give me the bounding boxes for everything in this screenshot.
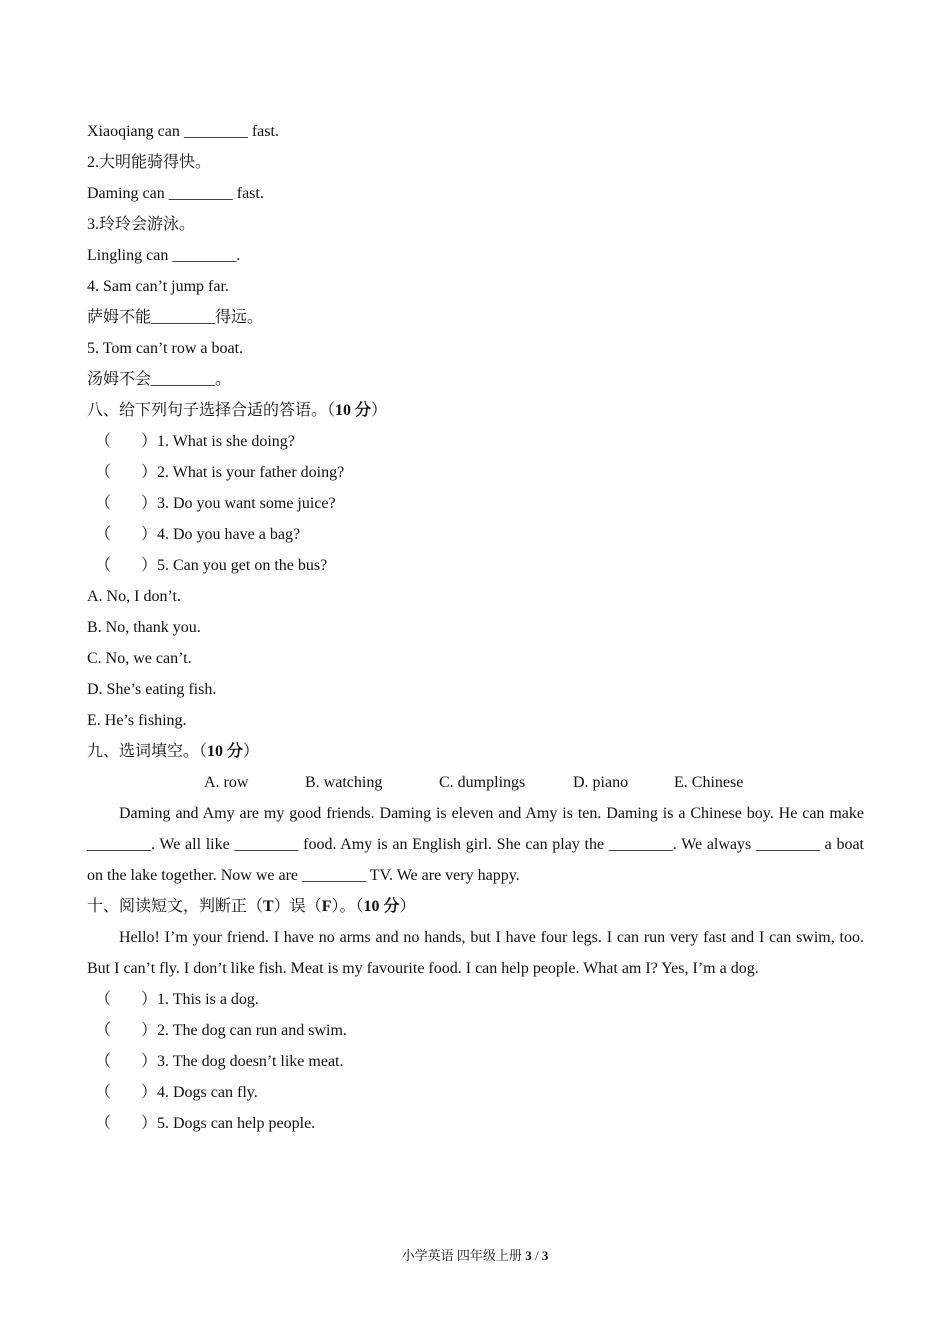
document-page [87,116,864,1139]
answer-blank[interactable]: （ [95,1053,112,1070]
section8-question: （ ）5. Can you get on the bus? [87,550,864,581]
answer-blank[interactable]: （ [95,495,112,512]
word-choice: B. watching [305,774,383,791]
section10-question: （ ）5. Dogs can help people. [87,1108,864,1139]
section9-heading: 九、选词填空。（10 分） [87,743,260,760]
section10-question: （ ）1. This is a dog. [87,984,864,1015]
section10-question: （ ）2. The dog can run and swim. [87,1015,864,1046]
page-footer: 小学英语 四年级上册 3 / 3 [401,1248,549,1263]
page-number: 3 [525,1248,532,1263]
section10-question: （ ）3. The dog doesn’t like meat. [87,1046,864,1077]
answer-blank[interactable]: （ [95,991,112,1008]
section7-line-9: 汤姆不会________。 [87,371,232,388]
section8-answer: C. No, we can’t. [87,650,192,667]
section7-line-3: Daming can ________ fast. [87,185,264,202]
word-choice: E. Chinese [674,774,744,791]
answer-blank[interactable]: （ [95,557,112,574]
section8-answer: B. No, thank you. [87,619,201,636]
section8-answer: D. She’s eating fish. [87,681,217,698]
section8-question: （ ）2. What is your father doing? [87,457,864,488]
answer-blank[interactable]: （ [95,1022,112,1039]
answer-blank[interactable]: （ [95,464,112,481]
answer-blank[interactable]: （ [95,433,112,450]
section7-line-8: 5. Tom can’t row a boat. [87,340,244,357]
word-choice: A. row [204,774,249,791]
section8-question: （ ）3. Do you want some juice? [87,488,864,519]
section7-line-2: 2.大明能骑得快。 [87,154,212,171]
word-choice: D. piano [573,774,629,791]
section8-question: （ ）4. Do you have a bag? [87,519,864,550]
answer-blank[interactable]: （ [95,526,112,543]
section7-line-4: 3.玲玲会游泳。 [87,216,196,233]
section10-passage: Hello! I’m your friend. I have no arms and no hands, but I have four legs. I can run very fast and I can swim, too. But I can’t fly. I don’t like fish. Meat is my favourite food. I can help people. What am I? Yes, I’m a dog. [87,929,864,977]
section8-answer: A. No, I don’t. [87,588,181,605]
section9-passage: Daming and Amy are my good friends. Daming is eleven and Amy is ten. Daming is a Chinese boy. He can make ________. We all like ________ food. Amy is an English girl. She can play the ________. We always ________ a boat on the lake together. Now we are ________ TV. We are very happy. [87,805,864,884]
answer-blank[interactable]: （ [95,1115,112,1132]
section8-answer: E. He’s fishing. [87,712,187,729]
section8-heading: 八、给下列句子选择合适的答语。（10 分） [87,402,388,419]
section10-heading: 十、阅读短文，判断正（T）误（F）。（10 分） [87,898,416,915]
section7-line-6: 4. Sam can’t jump far. [87,278,229,295]
word-choices [87,767,864,798]
word-choice: C. dumplings [439,774,526,791]
answer-blank[interactable]: （ [95,1084,112,1101]
section8-question: （ ）1. What is she doing? [87,426,864,457]
section7-line-7: 萨姆不能________得远。 [87,309,264,326]
section10-question: （ ）4. Dogs can fly. [87,1077,864,1108]
section7-line-5: Lingling can ________. [87,247,241,264]
section7-line-1: Xiaoqiang can ________ fast. [87,123,279,140]
page-total: 3 [541,1248,549,1263]
